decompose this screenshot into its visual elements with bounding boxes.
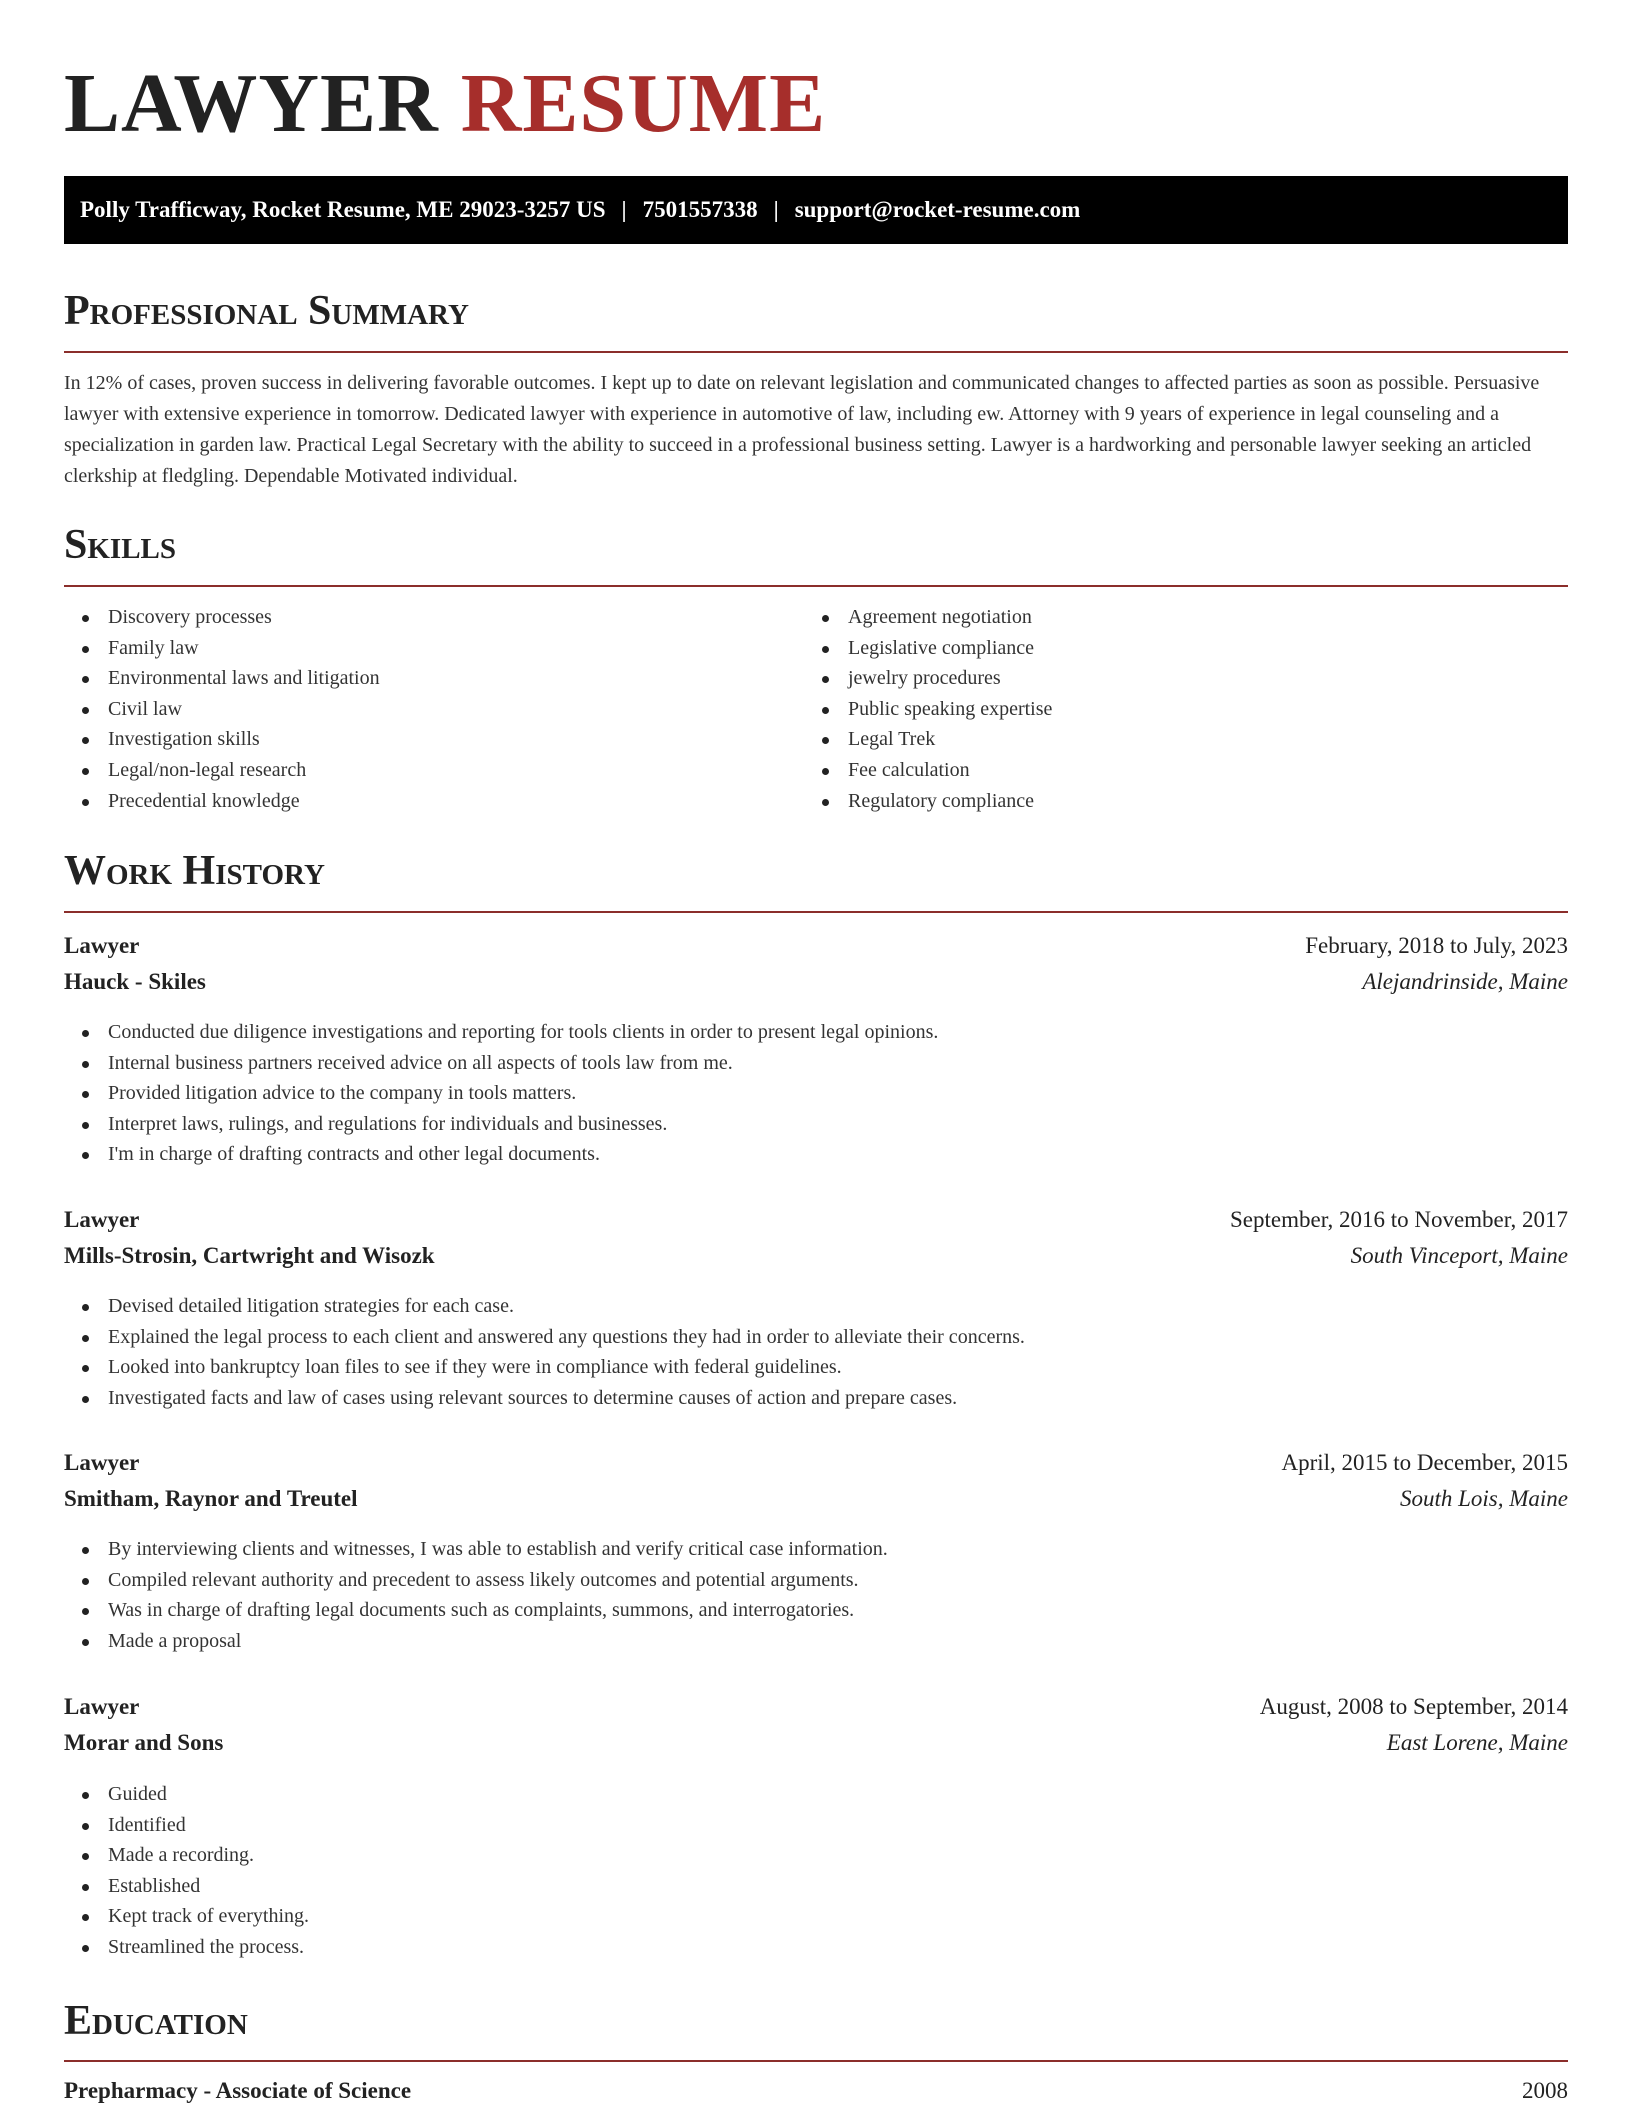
job-location: South Lois, Maine bbox=[1399, 1486, 1568, 1511]
section-divider bbox=[64, 351, 1568, 353]
job-subheader bbox=[64, 969, 1568, 995]
contact-address: Polly Trafficway, Rocket Resume, ME 29023-3257 US bbox=[80, 197, 606, 222]
job-header bbox=[64, 1450, 1568, 1476]
job-title: Lawyer bbox=[64, 1450, 140, 1475]
skill-item: Investigation skills bbox=[64, 724, 380, 755]
summary-heading: Professional Summary bbox=[64, 288, 469, 334]
skill-item: Precedential knowledge bbox=[64, 786, 380, 817]
job-subheader bbox=[64, 1243, 1568, 1269]
skill-item: Legal Trek bbox=[804, 724, 1052, 755]
education-entry bbox=[64, 2078, 1568, 2104]
skill-item: Family law bbox=[64, 633, 380, 664]
duty-item: Explained the legal process to each client and answered any questions they had in order to alleviate their concerns. bbox=[64, 1322, 1025, 1353]
job-location: South Vinceport, Maine bbox=[1350, 1243, 1568, 1268]
work-history-heading: Work History bbox=[64, 848, 325, 894]
skill-item: Civil law bbox=[64, 694, 380, 725]
skills-heading: Skills bbox=[64, 522, 177, 568]
duty-item: Made a proposal bbox=[64, 1626, 888, 1657]
duty-item: Established bbox=[64, 1871, 309, 1902]
skill-item: Public speaking expertise bbox=[804, 694, 1052, 725]
skill-item: Legislative compliance bbox=[804, 633, 1052, 664]
duty-item: Guided bbox=[64, 1779, 309, 1810]
job-company: Hauck - Skiles bbox=[64, 969, 206, 994]
contact-separator: | bbox=[773, 197, 779, 222]
duty-item: Internal business partners received advice on all aspects of tools law from me. bbox=[64, 1048, 938, 1079]
skill-item: Agreement negotiation bbox=[804, 602, 1052, 633]
duty-item: Was in charge of drafting legal documents such as complaints, summons, and interrogatories. bbox=[64, 1595, 888, 1626]
duty-item: By interviewing clients and witnesses, I was able to establish and verify critical case information. bbox=[64, 1534, 888, 1565]
title-resume: RESUME bbox=[460, 57, 827, 150]
duty-item: Compiled relevant authority and precedent to assess likely outcomes and potential arguments. bbox=[64, 1565, 888, 1596]
section-divider bbox=[64, 585, 1568, 587]
skill-item: Discovery processes bbox=[64, 602, 380, 633]
title-lawyer: LAWYER bbox=[64, 57, 439, 150]
duty-item: Identified bbox=[64, 1810, 309, 1841]
job-company: Smitham, Raynor and Treutel bbox=[64, 1486, 358, 1511]
job-subheader bbox=[64, 1730, 1568, 1756]
section-divider bbox=[64, 2060, 1568, 2062]
duty-item: Made a recording. bbox=[64, 1840, 309, 1871]
skill-item: Regulatory compliance bbox=[804, 786, 1052, 817]
education-year: 2008 bbox=[1522, 2078, 1568, 2103]
skills-list-right bbox=[804, 602, 1052, 816]
job-dates: September, 2016 to November, 2017 bbox=[1230, 1207, 1568, 1232]
job-header bbox=[64, 1694, 1568, 1720]
job-duties bbox=[64, 1291, 1025, 1413]
skill-item: Fee calculation bbox=[804, 755, 1052, 786]
skill-item: jewelry procedures bbox=[804, 663, 1052, 694]
job-subheader bbox=[64, 1486, 1568, 1512]
job-duties bbox=[64, 1017, 938, 1170]
duty-item: Investigated facts and law of cases using relevant sources to determine causes of action and prepare cases. bbox=[64, 1383, 1025, 1414]
duty-item: Streamlined the process. bbox=[64, 1932, 309, 1963]
skills-list-left bbox=[64, 602, 380, 816]
job-duties bbox=[64, 1779, 309, 1963]
job-header bbox=[64, 1207, 1568, 1233]
job-duties bbox=[64, 1534, 888, 1656]
contact-email: support@rocket-resume.com bbox=[794, 197, 1081, 222]
contact-bar bbox=[64, 176, 1568, 244]
duty-item: Kept track of everything. bbox=[64, 1901, 309, 1932]
job-header bbox=[64, 933, 1568, 959]
summary-text: In 12% of cases, proven success in delivering favorable outcomes. I kept up to date on relevant legislation and communicated changes to affected parties as soon as possible. Persuasive lawyer with extensive experience in tomorrow. Dedicated lawyer with experience in automotive of law, including ew. Attorney with 9 years of experience in legal counseling and a specialization in garden law. Practical Legal Secretary with the ability to succeed in a professional business setting. Lawyer is a hardworking and personable lawyer seeking an articled clerkship at fledgling. Dependable Motivated individual. bbox=[64, 372, 1540, 487]
skill-item: Legal/non-legal research bbox=[64, 755, 380, 786]
education-degree: Prepharmacy - Associate of Science bbox=[64, 2078, 412, 2103]
job-dates: February, 2018 to July, 2023 bbox=[1305, 933, 1568, 958]
job-location: Alejandrinside, Maine bbox=[1362, 969, 1568, 994]
duty-item: Interpret laws, rulings, and regulations for individuals and businesses. bbox=[64, 1109, 938, 1140]
resume-title bbox=[64, 56, 826, 152]
job-dates: April, 2015 to December, 2015 bbox=[1281, 1450, 1568, 1475]
job-location: East Lorene, Maine bbox=[1386, 1730, 1568, 1755]
job-title: Lawyer bbox=[64, 1694, 140, 1719]
job-company: Mills-Strosin, Cartwright and Wisozk bbox=[64, 1243, 435, 1268]
contact-separator: | bbox=[621, 197, 627, 222]
duty-item: Provided litigation advice to the company in tools matters. bbox=[64, 1078, 938, 1109]
section-divider bbox=[64, 911, 1568, 913]
contact-phone: 7501557338 bbox=[642, 197, 758, 222]
duty-item: Conducted due diligence investigations and reporting for tools clients in order to present legal opinions. bbox=[64, 1017, 938, 1048]
education-heading: Education bbox=[64, 1998, 248, 2044]
duty-item: Devised detailed litigation strategies for each case. bbox=[64, 1291, 1025, 1322]
job-dates: August, 2008 to September, 2014 bbox=[1259, 1694, 1568, 1719]
skill-item: Environmental laws and litigation bbox=[64, 663, 380, 694]
duty-item: I'm in charge of drafting contracts and other legal documents. bbox=[64, 1139, 938, 1170]
job-title: Lawyer bbox=[64, 1207, 140, 1232]
job-company: Morar and Sons bbox=[64, 1730, 224, 1755]
duty-item: Looked into bankruptcy loan files to see if they were in compliance with federal guidelines. bbox=[64, 1352, 1025, 1383]
job-title: Lawyer bbox=[64, 933, 140, 958]
